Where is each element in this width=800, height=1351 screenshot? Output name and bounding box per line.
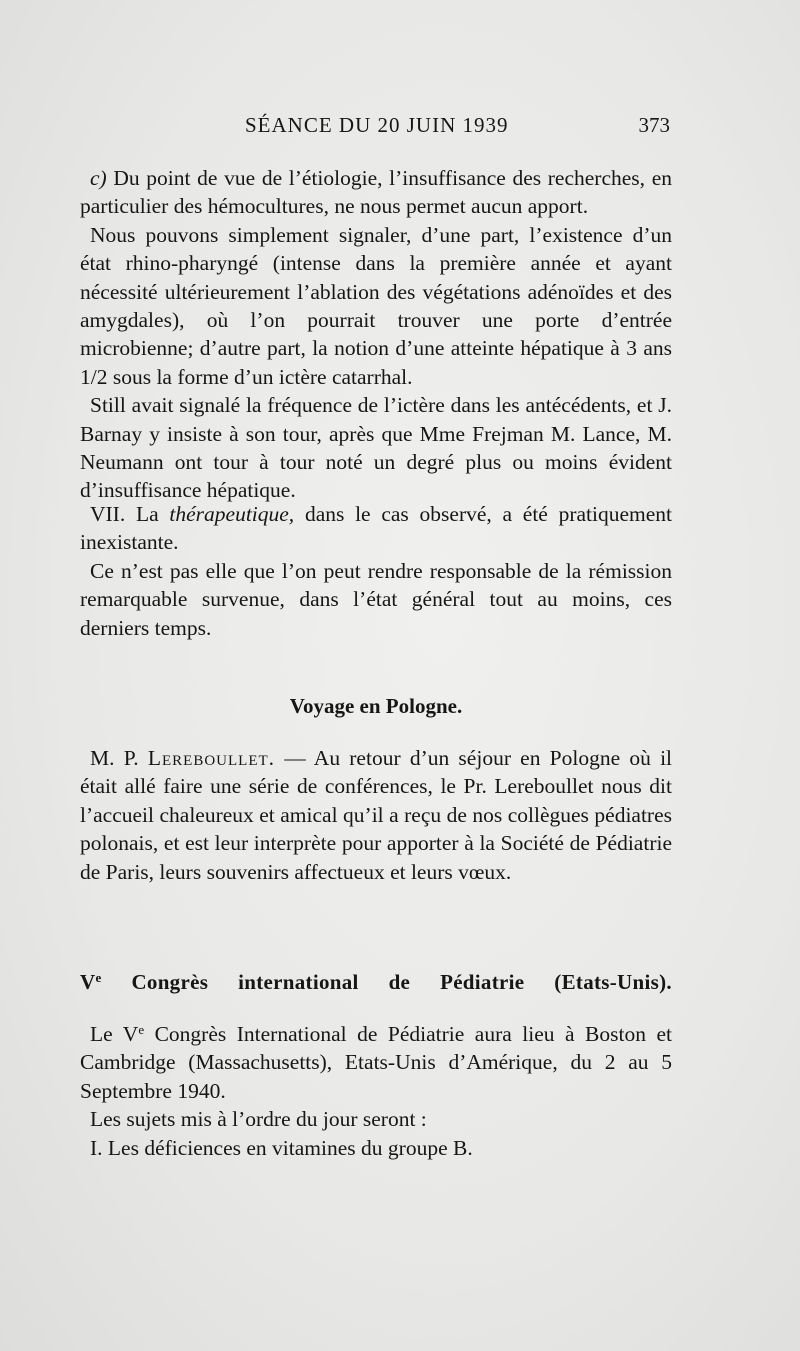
therapeutics-rest: dans le cas observé, a été pratiquement inexistante.	[80, 502, 673, 555]
voyage-text: — Au retour d’un séjour en Pologne où il était allé faire une série de conférences, le Pr. Lereboullet nous dit l’accueil chaleureux et amical qu’il a reçu de nos collègues pédiatres polonais, et est leur interprète pour apporter à la Société de Pédiatrie de Paris, leurs souvenirs affectueux et leurs vœux.	[80, 746, 673, 884]
list-marker: c)	[90, 166, 107, 190]
etiology-paragraph-3: Still avait signalé la fréquence de l’ictère dans les antécédents, et J. Barnay y insiste à son tour, après que Mme Frejman M. Lance, M. Neumann ont tour à tour noté un degré plus ou moins évident d’insuffisance hépatique.	[80, 393, 672, 503]
congress-heading-word: (Etats-Unis).	[554, 970, 672, 994]
congress-paragraph-3: I. Les déficiences en vitamines du groupe B.	[90, 1135, 473, 1160]
therapeutics-numeral: VII. La	[90, 502, 159, 526]
congress-heading-word: Pédiatrie	[440, 970, 525, 994]
congress-heading-word: international	[238, 970, 359, 994]
etiology-paragraph-2: Nous pouvons simplement signaler, d’une part, l’existence d’un état rhino-pharyngé (intense dans la première année et ayant nécessité ultérieurement l’ablation des végétations adénoïdes et des amygdales), où l’on pourrait trouver une porte d’entrée microbienne; d’autre part, la notion d’une atteinte hépatique à 3 ans 1/2 sous la forme d’un ictère catarrhal.	[80, 222, 672, 389]
etiology-paragraph-1	[80, 164, 672, 221]
congress-heading-ordinal: Ve	[80, 970, 102, 994]
congress-heading-word: de	[388, 970, 411, 994]
congress-heading	[80, 968, 672, 996]
etiology-text-1: Du point de vue de l’étiologie, l’insuffisance des recherches, en particulier des hémocultures, ne nous permet aucun apport.	[80, 166, 672, 219]
congress-text-1: Congrès International de Pédiatrie aura lieu à Boston et Cambridge (Massachusetts), Etats-Unis d’Amérique, du 2 au 5 Septembre 1940.	[80, 1022, 672, 1103]
voyage-heading: Voyage en Pologne.	[289, 694, 463, 718]
congress-heading-word: Congrès	[131, 970, 209, 994]
therapeutics-term: thérapeutique,	[169, 502, 295, 526]
therapeutics-paragraph-2: Ce n’est pas elle que l’on peut rendre responsable de la rémission remarquable survenue, dans l’état général tout au moins, ces derniers temps.	[80, 558, 672, 640]
speaker-name: Lereboullet.	[147, 746, 276, 770]
page-number: 373	[638, 113, 670, 137]
therapeutics-section	[80, 500, 672, 642]
therapeutics-paragraph-1	[80, 500, 672, 557]
congress-paragraph-2: Les sujets mis à l’ordre du jour seront :	[90, 1107, 427, 1132]
etiology-section	[80, 164, 672, 505]
header-title: SÉANCE DU 20 JUIN 1939	[245, 113, 509, 137]
speaker-prefix: M. P.	[90, 746, 139, 770]
congress-paragraph-1: Le Ve Congrès International de Pédiatrie aura lieu à Boston et Cambridge (Massachusetts), Etats-Unis d’Amérique, du 2 au 5 Septembre 1940.	[80, 1022, 672, 1103]
running-header	[80, 113, 670, 145]
voyage-paragraph	[80, 744, 672, 886]
congress-section	[80, 1020, 672, 1162]
voyage-section	[80, 744, 672, 886]
